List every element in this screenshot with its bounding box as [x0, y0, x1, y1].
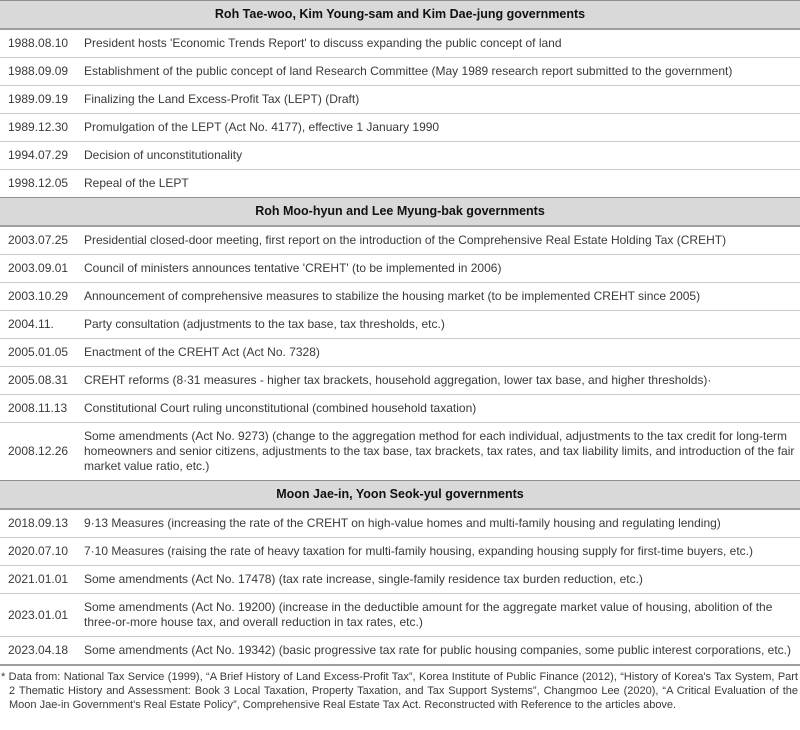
row-description: Finalizing the Land Excess-Profit Tax (LEPT) (Draft): [84, 92, 360, 106]
row-description: President hosts 'Economic Trends Report' to discuss expanding the public concept of land: [84, 36, 562, 50]
table-row: [0, 227, 800, 254]
table-row: [0, 537, 800, 565]
row-description: 9·13 Measures (increasing the rate of the CREHT on high-value homes and multi-family housing and regulating lending): [84, 516, 721, 530]
table-row: [0, 113, 800, 141]
table-row: [0, 30, 800, 57]
row-description: 7·10 Measures (raising the rate of heavy taxation for multi-family housing, expanding housing supply for first-time buyers, etc.): [84, 544, 753, 558]
row-description: Promulgation of the LEPT (Act No. 4177), effective 1 January 1990: [84, 120, 440, 134]
row-date: 2008.11.13: [8, 401, 68, 415]
row-description: Some amendments (Act No. 19342) (basic progressive tax rate for public housing companies, some public interest corporations, etc.): [84, 643, 792, 657]
row-date: 1988.08.10: [8, 36, 69, 50]
section-header: Moon Jae-in, Yoon Seok-yul governments: [0, 480, 800, 510]
table-row: [0, 394, 800, 422]
table-row: [0, 169, 800, 197]
row-description: Establishment of the public concept of land Research Committee (May 1989 research report submitted to the government): [84, 64, 733, 78]
table-row: [0, 141, 800, 169]
row-date: 2005.01.05: [8, 345, 69, 359]
row-date: 2003.09.01: [8, 261, 69, 275]
table-row: [0, 310, 800, 338]
table-row: [0, 282, 800, 310]
table-row: [0, 85, 800, 113]
row-date: 1988.09.09: [8, 64, 69, 78]
row-date: 2023.04.18: [8, 643, 69, 657]
row-date: 1989.12.30: [8, 120, 69, 134]
table-row: [0, 593, 800, 636]
source-footnote: * Data from: National Tax Service (1999), “A Brief History of Land Excess-Profit Tax”, Korea Institute of Public Finance (2012), “History of Korea's Tax System, Part 2 Thematic History and Assessment: Book 3 Local Taxation, Property Taxation, and Tax Support Systems”, Changmoo Lee (2020), “A Critical Evaluation of the Moon Jae-in Government's Real Estate Policy”, Comprehensive Real Estate Tax Act. Reconstructed with Reference to the articles above.: [1, 671, 798, 711]
section-header: Roh Tae-woo, Kim Young-sam and Kim Dae-jung governments: [0, 0, 800, 30]
row-description: Repeal of the LEPT: [84, 176, 189, 190]
row-description: CREHT reforms (8·31 measures - higher tax brackets, household aggregation, lower tax base, and higher thresholds)·: [84, 373, 712, 387]
row-description: Some amendments (Act No. 17478) (tax rate increase, single-family residence tax burden reduction, etc.): [84, 572, 643, 586]
row-description: Party consultation (adjustments to the tax base, tax thresholds, etc.): [84, 317, 445, 331]
row-date: 1998.12.05: [8, 176, 69, 190]
table-row: [0, 254, 800, 282]
row-description: Council of ministers announces tentative 'CREHT' (to be implemented in 2006): [84, 261, 502, 275]
table-row: [0, 57, 800, 85]
row-date: 1994.07.29: [8, 148, 69, 162]
table-row: [0, 366, 800, 394]
table-row: [0, 422, 800, 480]
row-date: 2023.01.01: [8, 607, 69, 622]
row-date: 2008.12.26: [8, 444, 69, 458]
row-description: Some amendments (Act No. 19200) (increase in the deductible amount for the aggregate market value of housing, abolition of the three-or-more house tax, and overall reduction in tax rates, etc.): [84, 600, 773, 629]
row-date: 2004.11.: [8, 317, 54, 331]
table-row: [0, 510, 800, 537]
row-date: 2003.10.29: [8, 289, 69, 303]
row-date: 2018.09.13: [8, 516, 69, 530]
row-date: 2005.08.31: [8, 373, 69, 387]
table-row: [0, 565, 800, 593]
table-row: [0, 636, 800, 664]
row-date: 2003.07.25: [8, 233, 69, 247]
row-description: Some amendments (Act No. 9273) (change to the aggregation method for each individual, adjustments to the tax credit for long-term homeowners and senior citizens, adjustments to the tax base, tax brackets, tax rates, and tax liability limits, and introduction of the fair market value ratio, etc.): [84, 429, 795, 473]
table-row: [0, 338, 800, 366]
row-date: 2020.07.10: [8, 544, 69, 558]
section-header: Roh Moo-hyun and Lee Myung-bak governments: [0, 197, 800, 227]
row-description: Constitutional Court ruling unconstitutional (combined household taxation): [84, 401, 477, 415]
row-date: 1989.09.19: [8, 92, 69, 106]
row-description: Announcement of comprehensive measures to stabilize the housing market (to be implemented CREHT since 2005): [84, 289, 701, 303]
row-date: 2021.01.01: [8, 572, 69, 586]
row-description: Decision of unconstitutionality: [84, 148, 243, 162]
row-description: Enactment of the CREHT Act (Act No. 7328): [84, 345, 320, 359]
row-description: Presidential closed-door meeting, first report on the introduction of the Comprehensive Real Estate Holding Tax (CREHT): [84, 233, 727, 247]
